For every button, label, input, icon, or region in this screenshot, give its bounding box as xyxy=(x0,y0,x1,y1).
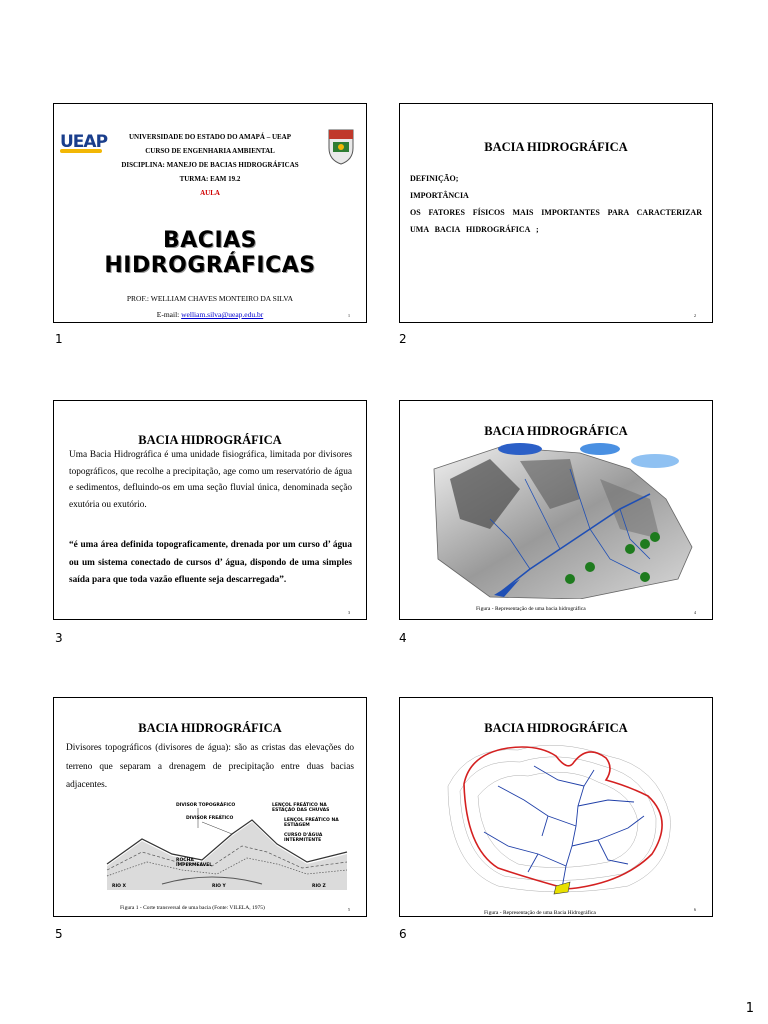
header-discipline: DISCIPLINA: MANEJO DE BACIAS HIDROGRÁFICAS xyxy=(121,161,299,169)
figure-caption: Figura - Representação de uma bacia hidrográfica xyxy=(476,606,586,612)
slide-3 xyxy=(53,400,367,620)
slide-1-title: BACIAS HIDROGRÁFICAS xyxy=(104,228,316,278)
header-aula: AULA xyxy=(200,189,220,197)
uepa-crest-icon xyxy=(326,126,356,166)
figure-caption: Figura 1 - Corte transversal de uma bacia (Fonte: VILELA, 1975) xyxy=(120,905,265,911)
slide-label-1: 1 xyxy=(55,332,63,346)
header-class: TURMA: EAM 19.2 xyxy=(179,175,241,183)
page-number: 1 xyxy=(745,1001,754,1016)
header-course: CURSO DE ENGENHARIA AMBIENTAL xyxy=(145,147,275,155)
email-link[interactable]: welliam.silva@ueap.edu.br xyxy=(181,310,264,319)
slide-number: 2 xyxy=(694,313,696,318)
slide-number: 6 xyxy=(694,907,696,912)
slide-3-title: BACIA HIDROGRÁFICA xyxy=(138,433,282,447)
figure-caption: Figura - Representação de uma Bacia Hidrográfica xyxy=(484,910,596,916)
slide-label-5: 5 xyxy=(55,927,63,941)
slide-1 xyxy=(53,103,367,323)
slide-1-header xyxy=(84,130,336,200)
slide-6 xyxy=(399,697,713,917)
quote-paragraph: “é uma área definida topograficamente, drenada por um curso d’ água ou um sistema conectado de cursos d’ água, dispondo de uma simples saída para que toda vazão efluente seja descarregada”. xyxy=(69,540,352,585)
slide-2-title: BACIA HIDROGRÁFICA xyxy=(484,140,628,154)
slide-5-title: BACIA HIDROGRÁFICA xyxy=(138,721,282,735)
label-rio-x: RIO X xyxy=(112,884,127,889)
slide-6-title: BACIA HIDROGRÁFICA xyxy=(484,721,628,735)
definition-paragraph: Uma Bacia Hidrográfica é uma unidade fisiográfica, limitada por divisores topográficos, que recolhe a precipitação, age como um reservatório de água e sedimentos, defluindo-os em uma seção fluvial única, denominada seção exutória ou exutório. xyxy=(69,450,352,510)
item-definicao: DEFINIÇÃO; xyxy=(410,174,459,183)
watershed-illustration xyxy=(430,439,700,599)
slide-number: 4 xyxy=(694,610,696,615)
label-divisor-freatico: DIVISOR FREÁTICO xyxy=(186,816,234,821)
professor-name: PROF.: WELLIAM CHAVES MONTEIRO DA SILVA xyxy=(126,294,294,303)
watershed-map xyxy=(438,736,678,896)
label-rio-y: RIO Y xyxy=(212,884,226,889)
label-rocha: ROCHA IMPERMEÁVEL xyxy=(176,858,213,868)
slide-4-title: BACIA HIDROGRÁFICA xyxy=(484,424,628,438)
label-lencol-estiagem: LENÇOL FREÁTICO NA ESTIAGEM xyxy=(284,818,339,828)
slide-2 xyxy=(399,103,713,323)
label-divisor-topografico: DIVISOR TOPOGRÁFICO xyxy=(176,803,236,808)
header-university: UNIVERSIDADE DO ESTADO DO AMAPÁ – UEAP xyxy=(128,133,292,141)
ueap-logo: UEAP xyxy=(60,132,108,152)
slide-label-2: 2 xyxy=(399,332,407,346)
slide-number: 1 xyxy=(348,313,350,318)
item-fatores: OS FATORES FÍSICOS MAIS IMPORTANTES PARA CARACTERIZAR UMA BACIA HIDROGRÁFICA ; xyxy=(410,208,702,234)
slide-label-4: 4 xyxy=(399,631,407,645)
label-rio-z: RIO Z xyxy=(312,884,326,889)
slide-label-6: 6 xyxy=(399,927,407,941)
item-importancia: IMPORTÂNCIA xyxy=(410,191,469,200)
slide-2-list xyxy=(410,170,702,238)
label-lencol-chuvas: LENÇOL FREÁTICO NA ESTAÇÃO DAS CHUVAS xyxy=(272,803,330,813)
slide-label-3: 3 xyxy=(55,631,63,645)
divisores-paragraph: Divisores topográficos (divisores de água): são as cristas das elevações do terreno que separam a drenagem de precipitação entre duas bacias adjacentes. xyxy=(66,743,354,790)
slide-5 xyxy=(53,697,367,917)
slide-4 xyxy=(399,400,713,620)
label-curso-agua: CURSO D'ÁGUA INTERMITENTE xyxy=(284,833,323,843)
slide-number: 3 xyxy=(348,610,350,615)
email-line: E-mail: welliam.silva@ueap.edu.br xyxy=(156,310,264,319)
slide-number: 5 xyxy=(348,907,350,912)
